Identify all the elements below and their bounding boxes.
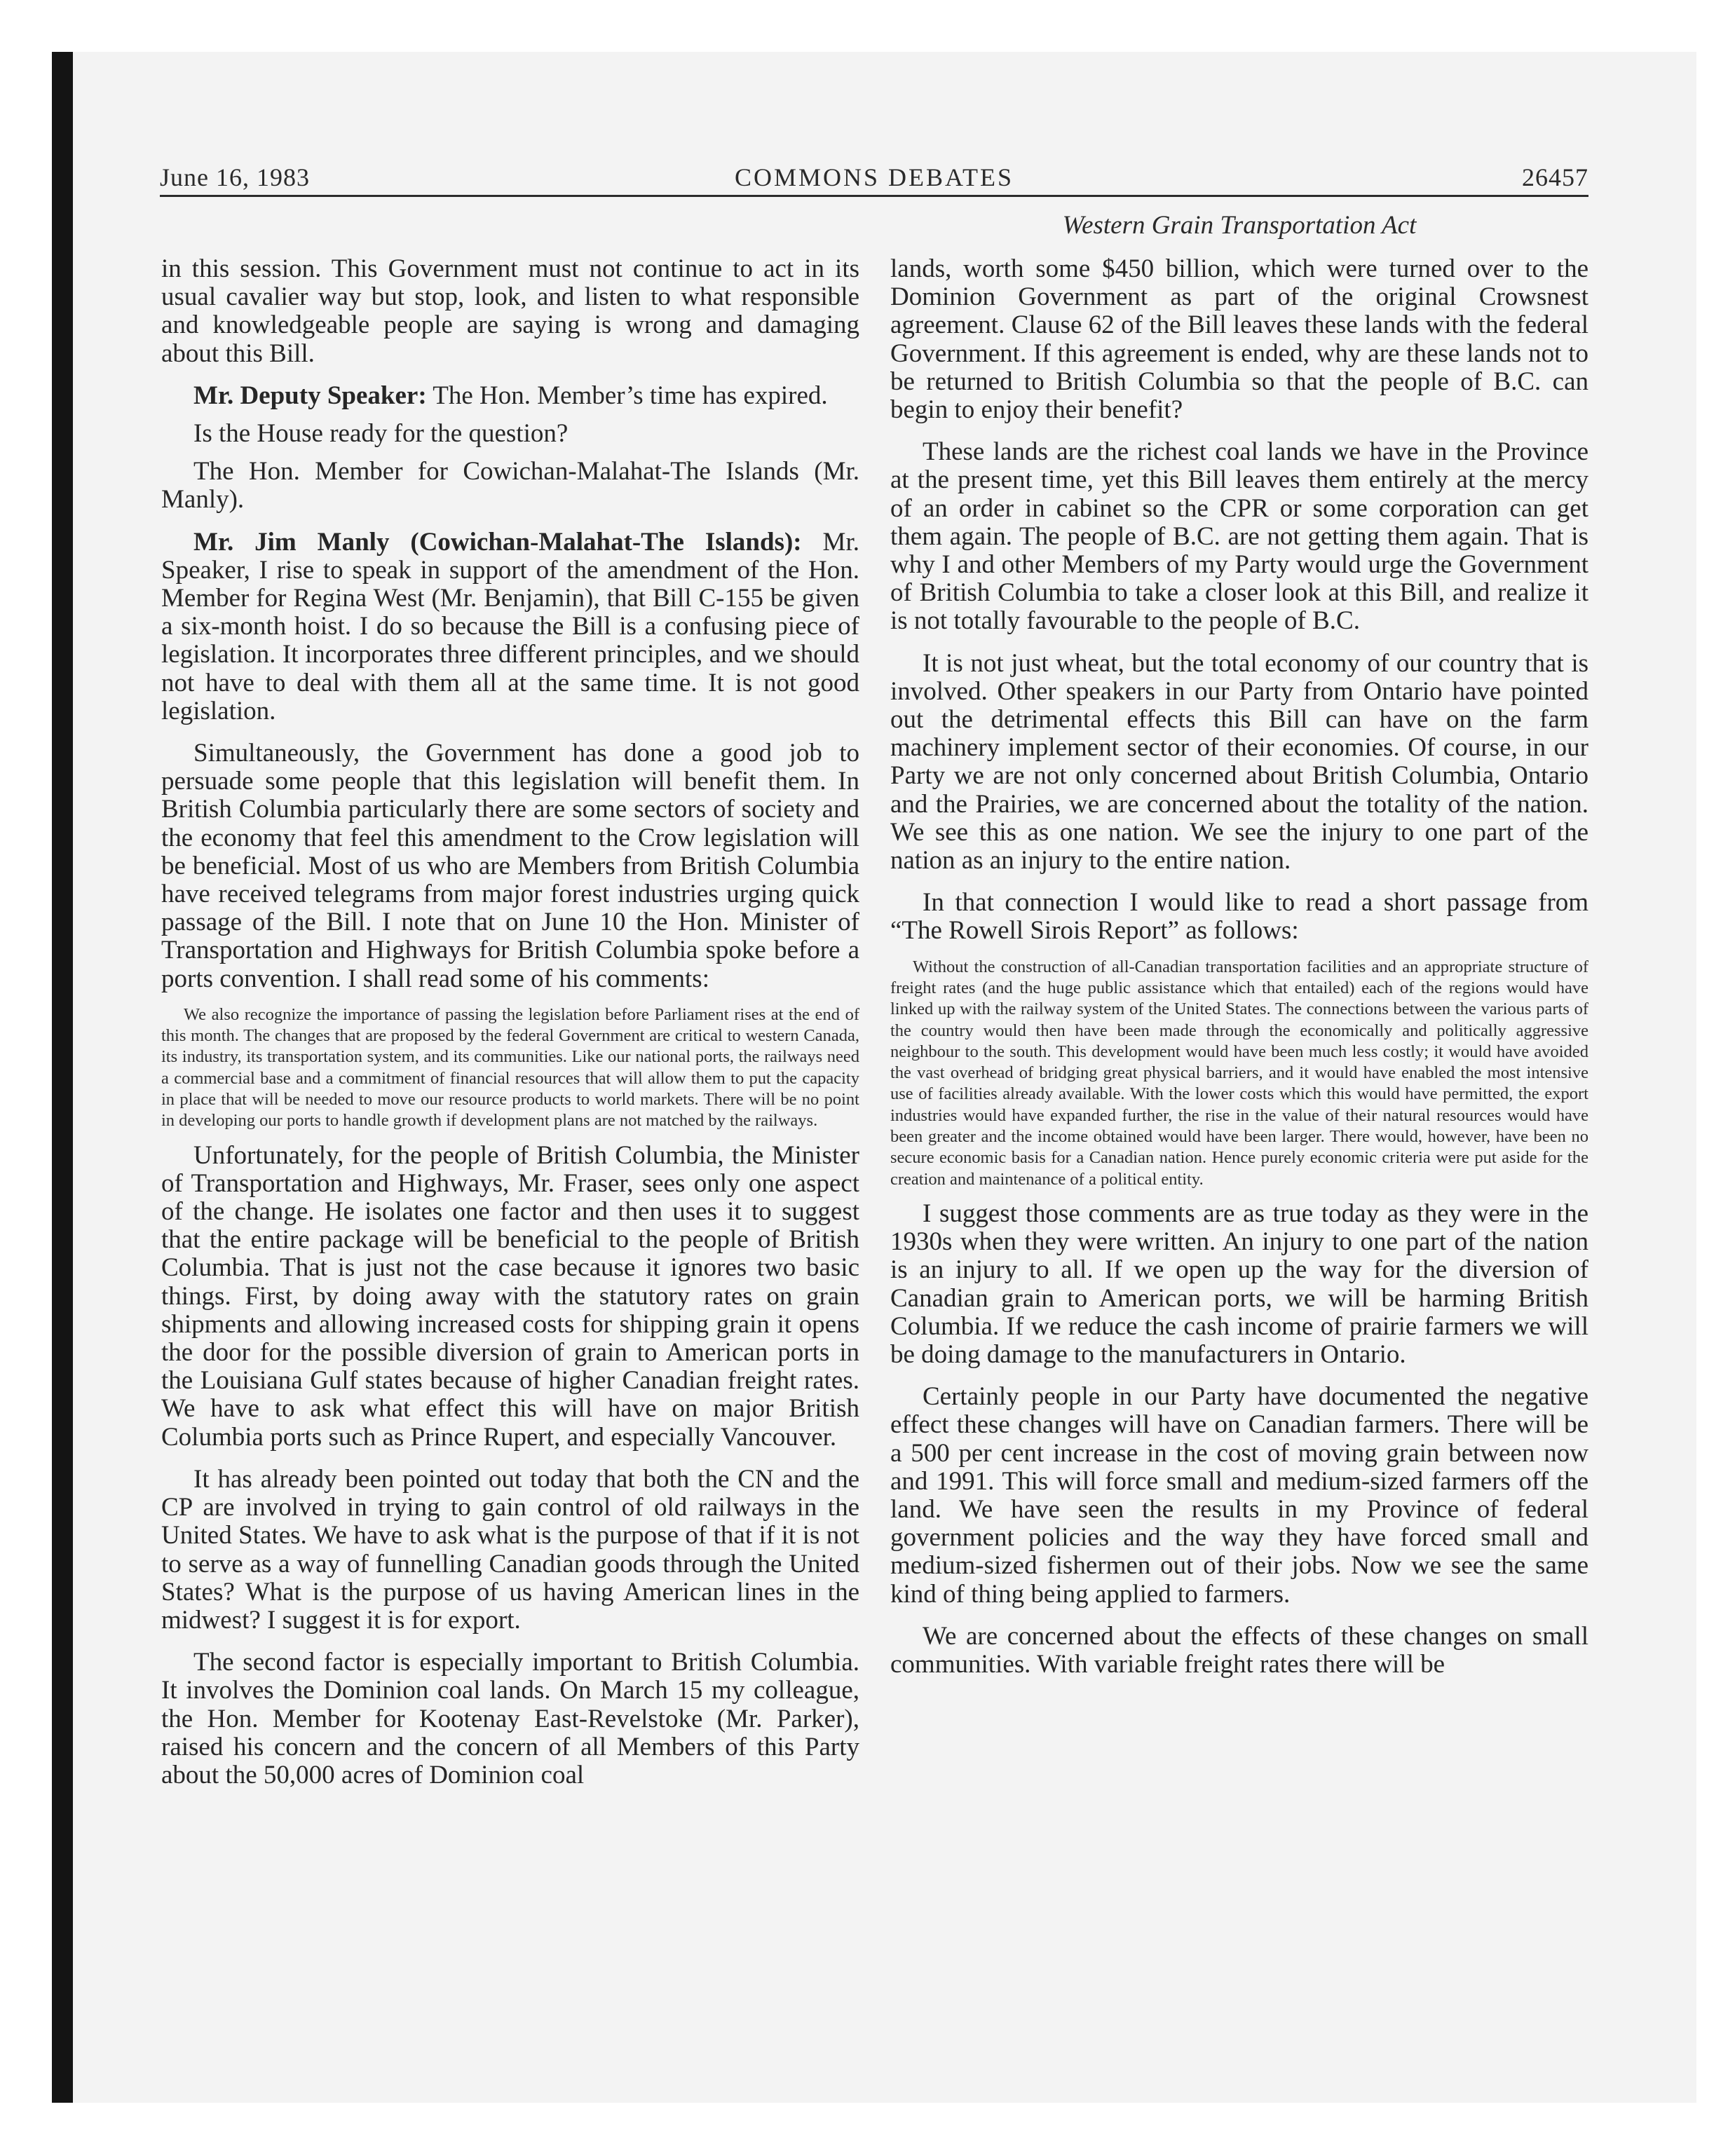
speaker-paragraph (161, 382, 859, 410)
speaker-name: Mr. Jim Manly (Cowichan-Malahat-The Islands): (193, 527, 802, 557)
paragraph: in this session. This Government must not continue to act in its usual cavalier way but stop, look, and listen to what responsible and knowledgeable people are saying is wrong and damaging about this Bill. (161, 254, 859, 368)
paragraph: Simultaneously, the Government has done a good job to persuade some people that this legislation will benefit them. In British Columbia particularly there are some sectors of society and the economy that feel this amendment to the Crow legislation will be beneficial. Most of us who are Members from British Columbia have received telegrams from major forest industries urging quick passage of the Bill. I note that on June 10 the Hon. Minister of Transportation and Highways for British Columbia spoke before a ports convention. I shall read some of his comments: (161, 739, 859, 993)
block-quote: Without the construction of all-Canadian transportation facilities and an appropriate structure of freight rates (and the huge public assistance which that entailed) each of the regions would have linked up with the railway system of the United States. The connections between the various parts of the country would then have been made through the economically and politically aggressive neighbour to the south. This development would have been much less costly; it would have avoided the vast overhead of bridging great physical barriers, and it would have enabled the most intensive use of facilities already available. With the lower costs which this would have permitted, the export industries would have expanded further, the rise in the value of their natural resources would have been greater and the income obtained would have been larger. There would, however, have been no secure economic basis for a Canadian nation. Hence purely economic criteria were put aside for the creation and maintenance of a political entity. (890, 957, 1588, 1189)
speaker-paragraph (161, 528, 859, 725)
left-column (161, 255, 859, 1789)
paragraph: In that connection I would like to read a short passage from “The Rowell Sirois Report” as follows: (890, 888, 1588, 946)
header-title: COMMONS DEBATES (734, 163, 1014, 191)
paragraph: The second factor is especially important to British Columbia. It involves the Dominion coal lands. On March 15 my colleague, the Hon. Member for Kootenay East-Revelstoke (Mr. Parker), raised his concern and the concern of all Members of this Party about the 50,000 acres of Dominion coal (161, 1648, 859, 1789)
section-subheading: Western Grain Transportation Act (1062, 211, 1417, 240)
right-column (890, 255, 1588, 1679)
paragraph: I suggest those comments are as true today as they were in the 1930s when they were written. An injury to one part of the nation is an injury to all. If we open up the way for the diversion of Canadian grain to American ports, we will be harming British Columbia. If we reduce the cash income of prairie farmers we will be doing damage to the manufacturers in Ontario. (890, 1199, 1588, 1369)
paragraph: lands, worth some $450 billion, which were turned over to the Dominion Government as part of the original Crowsnest agreement. Clause 62 of the Bill leaves these lands with the federal Government. If this agreement is ended, why are these lands not to be returned to British Columbia so that the people of B.C. can begin to enjoy their benefit? (890, 254, 1588, 425)
header-page-number: 26457 (1522, 163, 1588, 191)
paragraph: These lands are the richest coal lands we have in the Province at the present time, yet this Bill leaves them entirely at the mercy of an order in cabinet so the CPR or some corporation can get them again. The people of B.C. are not getting them again. That is why I and other Members of my Party would urge the Government of British Columbia to take a closer look at this Bill, and realize it is not totally favourable to the people of B.C. (890, 437, 1588, 636)
paragraph: We are concerned about the effects of these changes on small communities. With variable freight rates there will be (890, 1621, 1588, 1679)
scan-edge-bar (52, 52, 73, 2103)
paragraph: Unfortunately, for the people of British Columbia, the Minister of Transportation and Highways, Mr. Fraser, sees only one aspect of the change. He isolates one factor and then uses it to suggest that the entire package will be beneficial to the people of British Columbia. That is just not the case because it ignores two basic things. First, by doing away with the statutory rates on grain shipments and allowing increased costs for shipping grain it opens the door for the possible diversion of grain to American ports in the Louisiana Gulf states because of higher Canadian freight rates. We have to ask what effect this will have on major British Columbia ports such as Prince Rupert, and especially Vancouver. (161, 1140, 859, 1452)
paragraph: Certainly people in our Party have documented the negative effect these changes will have on Canadian farmers. There will be a 500 per cent increase in the cost of moving grain between now and 1991. This will force small and medium-sized farmers off the land. We have seen the results in my Province of federal government policies and the way they have forced small and medium-sized fishermen out of their jobs. Now we see the same kind of thing being applied to farmers. (890, 1382, 1588, 1609)
header-date: June 16, 1983 (160, 163, 310, 191)
speech-text: Mr. Speaker, I rise to speak in support of the amendment of the Hon. Member for Regina West (Mr. Benjamin), that Bill C-155 be given a six-month hoist. I do so because the Bill is a confusing piece of legislation. It incorporates three different principles, and we should not have to deal with them all at the same time. It is not good legislation. (161, 527, 859, 725)
speaker-name: Mr. Deputy Speaker: (193, 381, 427, 410)
paragraph: It has already been pointed out today that both the CN and the CP are involved in trying to gain control of old railways in the United States. We have to ask what is the purpose of that if it is not to serve as a way of funnelling Canadian goods through the United States? What is the purpose of us having American lines in the midwest? I suggest it is for export. (161, 1464, 859, 1635)
running-header (160, 160, 1588, 195)
header-rule (160, 195, 1588, 197)
speech-text: The Hon. Member’s time has expired. (426, 381, 828, 410)
paragraph: Is the House ready for the question? (193, 419, 569, 449)
paragraph: The Hon. Member for Cowichan-Malahat-The Islands (Mr. Manly). (161, 457, 859, 514)
paragraph: It is not just wheat, but the total economy of our country that is involved. Other speakers in our Party from Ontario have pointed out the detrimental effects this Bill can have on the farm machinery implement sector of their economies. Of course, in our Party we are not only concerned about British Columbia, Ontario and the Prairies, we are concerned about the totality of the nation. We see this as one nation. We see the injury to one part of the nation as an injury to the entire nation. (890, 648, 1588, 875)
block-quote: We also recognize the importance of passing the legislation before Parliament rises at the end of this month. The changes that are proposed by the federal Government are critical to western Canada, its industry, its transportation system, and its communities. Like our national ports, the railways need a commercial base and a commitment of financial resources that will allow them to put the capacity in place that will be needed to move our resource products to world markets. There will be no point in developing our ports to handle growth if development plans are not matched by the railways. (161, 1004, 859, 1131)
